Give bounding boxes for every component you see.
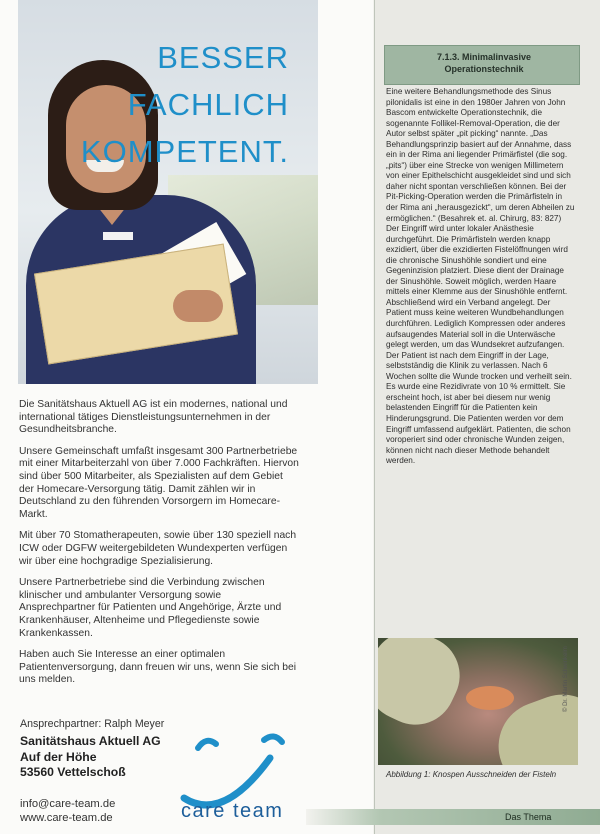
surgery-photo	[378, 638, 578, 765]
headline-line-2: FACHLICH	[127, 87, 289, 122]
website-link[interactable]: www.care-team.de	[20, 812, 113, 824]
name-badge	[103, 232, 133, 240]
image-credit: © Dr. Martin Schwinkelm	[563, 646, 569, 712]
ad-paragraph: Unsere Gemeinschaft umfaßt insgesamt 300 Partnerbetriebe mit einer Mitarbeiterzahl von über 7.000 Fachkräften. Hiervon sind über 500 Mitarbeiter, als Spezialisten auf dem Gebiet der Homecare-Versorgung tätig. Damit zählen wir in Deutschland zu den führenden Vorsorgern im Homecare-Markt.	[19, 445, 299, 520]
section-title	[399, 51, 569, 75]
section-number-title: 7.1.3. Minimalinvasive	[436, 52, 532, 62]
contact-person: Ansprechpartner: Ralph Meyer	[20, 718, 165, 730]
ad-paragraph: Haben auch Sie Interesse an einer optimalen Patientenversorgung, dann freuen wir uns, wenn Sie sich bei uns melden.	[19, 649, 297, 686]
ad-body-text	[19, 399, 299, 696]
footer-bar	[306, 809, 600, 825]
email-link[interactable]: info@care-team.de	[20, 798, 116, 810]
ad-paragraph: Mit über 70 Stomatherapeuten, sowie über 130 speziell nach ICW oder DGFW weitergebildeten Wundexperten verfügen wir über eine hochgradige Spezialisierung.	[19, 530, 297, 567]
figure-caption: Abbildung 1: Knospen Ausschneiden der Fisteln	[386, 770, 557, 779]
ad-headline	[81, 34, 289, 175]
ad-paragraph: Die Sanitätshaus Aktuell AG ist ein modernes, national und international tätiges Dienstleistungsunternehmen in der Gesundheitsbranche.	[19, 399, 288, 436]
section-header	[384, 45, 580, 85]
company-name: Sanitätshaus Aktuell AG	[20, 734, 161, 748]
headline-line-3: KOMPETENT.	[80, 134, 289, 169]
section-subtitle: Operationstechnik	[444, 64, 524, 74]
web-contact	[20, 797, 115, 825]
ad-paragraph: Unsere Partnerbetriebe sind die Verbindung zwischen klinischer und ambulanter Versorgung sowie Ansprechpartner für Patienten und Angehörige, Ärzte und Krankenhäuser, Altenheime und Pflegedienste sowie Krankenkassen.	[19, 577, 282, 639]
footer-label: Das Thema	[505, 812, 552, 822]
glove-left	[378, 638, 473, 738]
article-paragraph: Der Eingriff wird unter lokaler Anästhesie durchgeführt. Die Primärfisteln werden knapp exzidiert, über die exzidierten Fistelöffnungen wird die chronische Sinushöhle sondiert und eine Gegeninzision platziert. Diese dient der Drainage der Sinushöhle. Soweit möglich, werden Haare mittels einer Klemme aus der Sinushöhle entfernt. Abschließend wird ein Verband angelegt. Der Patient muss keine weiteren Wundbehandlungen durchführen. Lediglich Kompressen oder anderes aufsaugendes Material soll in die Unterwäsche gelegt werden, um das Wundsekret aufzufangen. Der Patient ist nach dem Eingriff in der Lage, selbstständig die Klinik zu verlassen. Nach 6 Wochen sollte die Wunde trocken und verheilt sein. Es wurde eine Rezidivrate von 10 % ermittelt. Sie erscheint hoch, ist aber bei diesem nur wenig belastenden Eingriff für die Patienten kein Hinderungsgrund. Die Patienten werden vor dem Eingriff umfassend aufgeklärt. Patienten, die schon voroperiert sind oder chronische Wunden zeigen, können nicht nach dieser Methode behandelt werden.	[386, 224, 572, 466]
company-city: 53560 Vettelschoß	[20, 765, 126, 779]
column-divider	[374, 0, 375, 834]
company-street: Auf der Höhe	[20, 749, 97, 764]
nurse-hand	[173, 290, 223, 322]
logo-text: care team	[181, 800, 284, 822]
article-body	[386, 87, 576, 467]
article-paragraph: Eine weitere Behandlungsmethode des Sinus pilonidalis ist eine in den 1980er Jahren von John Bascom entwickelte Operationstechnik, die sogenannte Follikel-Removal-Operation, die der Autor selbst später „pit picking“ nannte. „Das Behandlungsprinzip basiert auf der Annahme, dass ein in der Rima ani liegender Primärfistel (die sog. „pits“) über eine Strecke von wenigen Millimetern von einer Epithelschicht ausgekleidet sind und sich daher nicht spontan verschließen können. Bei der Pit-Picking-Operation werden die Primärfisteln in der Rima ani „herausgezickt“, um deren Abheilen zu ermöglichen.“ (Besahrek et. al. Chirurg, 83: 827)	[386, 87, 575, 223]
wound-area	[466, 686, 514, 710]
headline-line-1: BESSER	[157, 40, 289, 75]
